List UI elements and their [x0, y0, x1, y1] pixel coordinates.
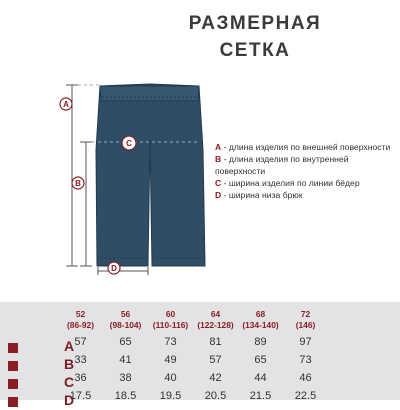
row-marker-icon: [8, 397, 18, 407]
label-c: C: [126, 139, 132, 148]
row-label-c: C: [0, 374, 58, 392]
table-cell: 18.5: [114, 390, 137, 402]
table-cell: 41: [119, 354, 132, 366]
table-cell: 57: [74, 336, 87, 348]
table-cell: 65: [254, 354, 267, 366]
table-row: [58, 369, 328, 387]
label-d: D: [111, 264, 117, 273]
legend-item-c: C - ширина изделия по линии бёдер: [215, 178, 360, 188]
table-cell: 40: [164, 372, 177, 384]
table-cell: 57: [209, 354, 222, 366]
waistband: [100, 86, 199, 101]
table-cell: 42: [209, 372, 222, 384]
legend-item-d: D - ширина низа брюк: [215, 190, 303, 200]
table-cell: 20.5: [204, 390, 227, 402]
size-header: 72 (146): [295, 309, 316, 330]
table-row: [58, 387, 328, 405]
legend-item-b: B - длина изделия по внутренней поверхности: [215, 154, 349, 176]
table-row: [58, 333, 328, 351]
size-header: 64 (122-128): [197, 309, 234, 330]
table-cell: 49: [164, 354, 177, 366]
row-labels: [0, 338, 75, 410]
size-header: 60 (110-116): [152, 309, 189, 330]
table-cell: 33: [74, 354, 87, 366]
table-cell: 44: [254, 372, 267, 384]
size-header: 68 (134-140): [242, 309, 279, 330]
row-label-b: B: [0, 356, 58, 374]
table-row: [58, 351, 328, 369]
label-a: A: [63, 100, 69, 109]
size-table: [58, 307, 328, 405]
size-table-panel: [0, 302, 400, 400]
row-marker-icon: [8, 361, 18, 371]
table-cell: 89: [254, 336, 267, 348]
pants-shape: [96, 84, 205, 266]
legend: [215, 141, 395, 201]
table-cell: 17.5: [69, 390, 92, 402]
row-label-d: D: [0, 392, 58, 410]
row-label-a: A: [0, 338, 58, 356]
table-cell: 21.5: [249, 390, 272, 402]
table-cell: 36: [74, 372, 87, 384]
table-cell: 22.5: [294, 390, 317, 402]
label-b: B: [75, 179, 81, 188]
table-cell: 73: [299, 354, 312, 366]
table-cell: 73: [164, 336, 177, 348]
table-cell: 19.5: [159, 390, 182, 402]
page-title: РАЗМЕРНАЯ: [188, 13, 322, 34]
size-header: 52 (86-92): [67, 309, 94, 330]
legend-item-a: A - длина изделия по внешней поверхности: [215, 142, 391, 152]
row-marker-icon: [8, 343, 18, 353]
row-marker-icon: [8, 379, 18, 389]
table-cell: 38: [119, 372, 132, 384]
table-cell: 97: [299, 336, 312, 348]
size-header-row: [58, 307, 328, 333]
table-cell: 81: [209, 336, 222, 348]
size-header: 56 (98-104): [109, 309, 142, 330]
table-cell: 65: [119, 336, 132, 348]
page-subtitle: СЕТКА: [219, 40, 291, 61]
table-cell: 46: [299, 372, 312, 384]
